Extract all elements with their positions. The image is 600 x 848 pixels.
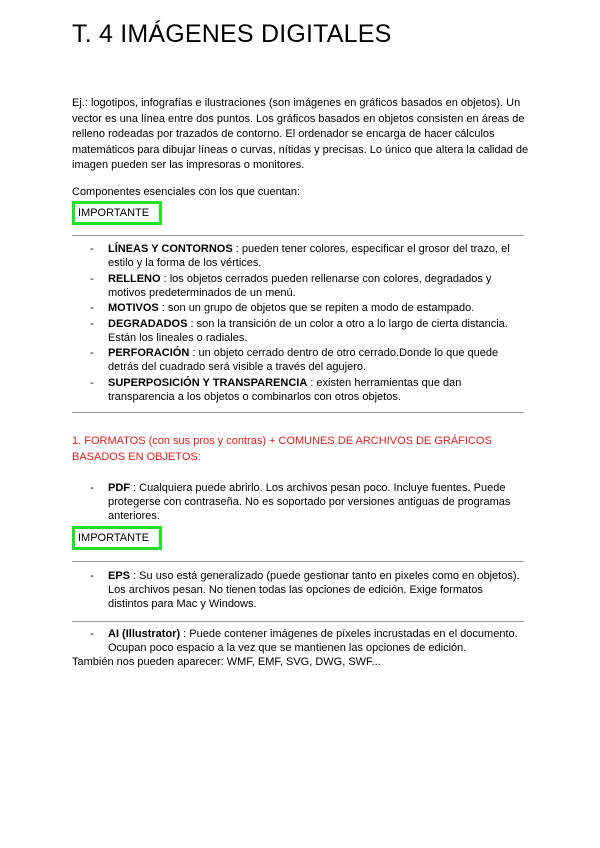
list-desc: : Puede contener imágenes de píxeles incrustadas en el documento. Ocupan poco espacio a la vez que se mantienen las opciones de edición.	[108, 628, 518, 654]
divider	[72, 412, 524, 413]
list-desc: : los objetos cerrados pueden rellenarse con colores, degradados y motivos predeterminados de un menú.	[108, 272, 492, 299]
list-item	[90, 301, 522, 315]
formats-heading: 1. FORMATOS (con sus pros y contras) + COMUNES DE ARCHIVOS DE GRÁFICOS BASADOS EN OBJETOS:	[72, 435, 492, 463]
list-term: EPS	[108, 570, 131, 582]
list-desc: : un objeto cerrado dentro de otro cerrado.Donde lo que quede detrás del cuadrado será visible a través del agujero.	[108, 347, 499, 373]
list-desc: : Cualquiera puede abrirlo. Los archivos pesan poco. Incluye fuentes. Puede protegerse con contraseña. No es soportado por versiones antiguas de programas anteriores.	[108, 482, 511, 522]
list-item	[90, 627, 522, 655]
list-item	[90, 272, 522, 300]
list-item	[90, 569, 522, 611]
eps-list	[90, 569, 522, 613]
components-list	[90, 242, 522, 405]
ai-list	[90, 627, 522, 657]
list-desc: : pueden tener colores, especificar el grosor del trazo, el estilo y la forma de los vértices.	[108, 243, 510, 269]
list-term: DEGRADADOS	[108, 317, 188, 330]
pdf-list	[90, 481, 522, 525]
list-item	[90, 242, 522, 270]
list-item	[90, 376, 522, 404]
components-heading: Componentes esenciales con los que cuentan:	[72, 186, 301, 198]
important-box: IMPORTANTE	[72, 526, 162, 550]
list-desc: : Su uso está generalizado (puede gestionar tanto en pixeles como en objetos). Los archivos pesan. No tienen todas las opciones de edición. Exige formatos distintos para Mac y Windows.	[108, 570, 520, 610]
list-term: PDF	[108, 482, 130, 494]
page-title: T. 4 IMÁGENES DIGITALES	[72, 20, 392, 48]
list-term: RELLENO	[108, 272, 161, 285]
divider	[72, 235, 524, 236]
list-term: PERFORACIÓN	[108, 347, 190, 359]
list-desc: : existen herramientas que dan transparencia a los objetos o combinarlos con otros objetos.	[108, 376, 462, 403]
list-term: SUPERPOSICIÓN Y TRANSPARENCIA	[108, 376, 308, 389]
list-item	[90, 346, 522, 374]
also-formats: También nos pueden aparecer: WMF, EMF, SVG, DWG, SWF...	[72, 656, 381, 668]
list-term: MOTIVOS	[108, 302, 159, 314]
list-desc: : son la transición de un color a otro a lo largo de cierta distancia. Están los lineales o radiales.	[108, 317, 508, 344]
list-item	[90, 317, 522, 345]
list-item	[90, 481, 522, 523]
divider	[72, 621, 524, 622]
list-term: AI (Illustrator)	[108, 628, 181, 640]
list-term: LÍNEAS Y CONTORNOS	[108, 243, 233, 255]
intro-paragraph: Ej.: logotipos, infografías e ilustraciones (son imágenes en gráficos basados en objetos). Un vector es una línea entre dos puntos. Los gráficos basados en objetos consisten en áreas de relleno rodeadas por trazados de contorno. El ordenador se encarga de hacer cálculos matemáticos para dibujar líneas o curvas, nítidas y precisas. Lo único que altera la calidad de imagen pueden ser las impresoras o monitores.	[72, 97, 529, 171]
important-box: IMPORTANTE	[72, 201, 162, 225]
divider	[72, 561, 524, 562]
list-desc: : son un grupo de objetos que se repiten a modo de estampado.	[158, 302, 475, 314]
